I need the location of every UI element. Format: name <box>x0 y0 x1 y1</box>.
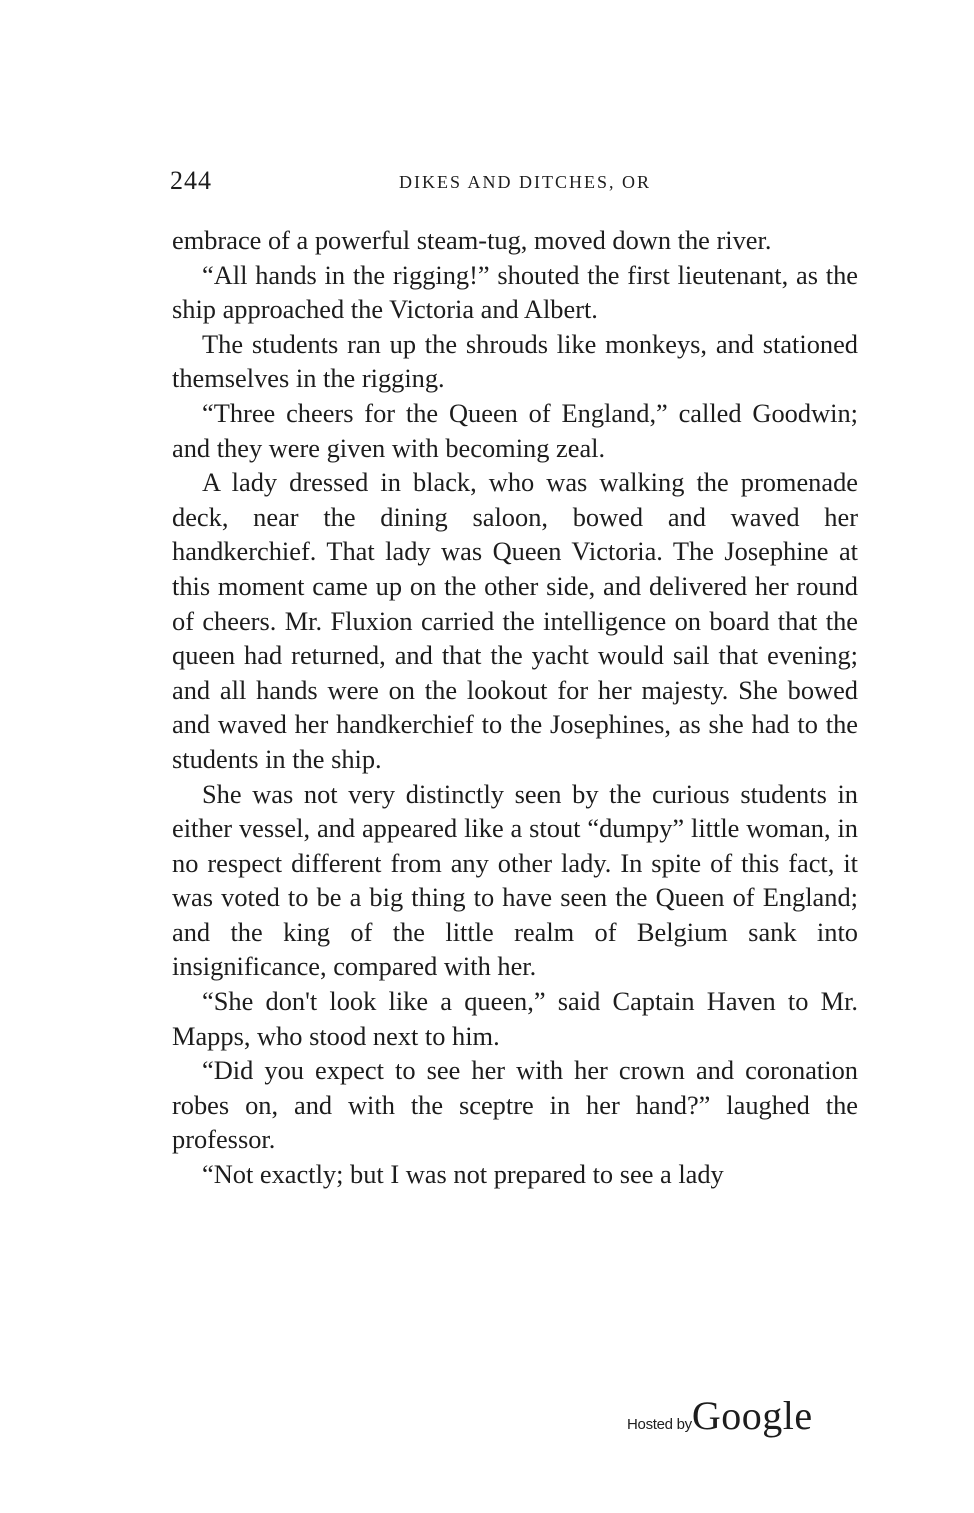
paragraph: “Not exactly; but I was not prepared to see a lady <box>202 1159 724 1190</box>
paragraph: “All hands in the rigging!” shouted the first lieutenant, as the ship approached the Victoria and Albert. <box>172 259 858 325</box>
paragraph: “She don't look like a queen,” said Captain Haven to Mr. Mapps, who stood next to him. <box>172 986 858 1051</box>
paragraph: A lady dressed in black, who was walking the promenade deck, near the dining saloon, bowed and waved her handkerchief. That lady was Queen Victoria. The Josephine at this moment came up on the other side, and delivered her round of cheers. Mr. Fluxion carried the intelligence on board that the queen had returned, and that the yacht would sail that evening; and all hands were on the lookout for her majesty. She bowed and waved her handkerchief to the Josephines, as she had to the students in the ship. <box>172 467 858 774</box>
paragraph: She was not very distinctly seen by the curious students in either vessel, and appeared like a stout “dumpy” little woman, in no respect different from any other lady. In spite of this fact, it was voted to be a big thing to have seen the Queen of England; and the king of the little realm of Belgium sank into insignificance, compared with her. <box>172 778 858 982</box>
hosted-by-label: Hosted by <box>627 1416 692 1433</box>
google-logo: Google <box>691 1393 813 1438</box>
running-title: DIKES AND DITCHES, OR <box>398 172 651 192</box>
hosted-by-google-watermark <box>627 1392 813 1444</box>
paragraph: “Three cheers for the Queen of England,” called Goodwin; and they were given with becoming zeal. <box>172 397 858 463</box>
paragraph: embrace of a powerful steam-tug, moved down the river. <box>172 225 772 255</box>
body-text <box>172 223 858 1192</box>
paragraph: “Did you expect to see her with her crown and coronation robes on, and with the sceptre in her hand?” laughed the professor. <box>172 1055 858 1155</box>
page-number: 244 <box>170 166 212 195</box>
paragraph: The students ran up the shrouds like monkeys, and stationed themselves in the rigging. <box>172 328 858 394</box>
page-header <box>170 166 860 200</box>
